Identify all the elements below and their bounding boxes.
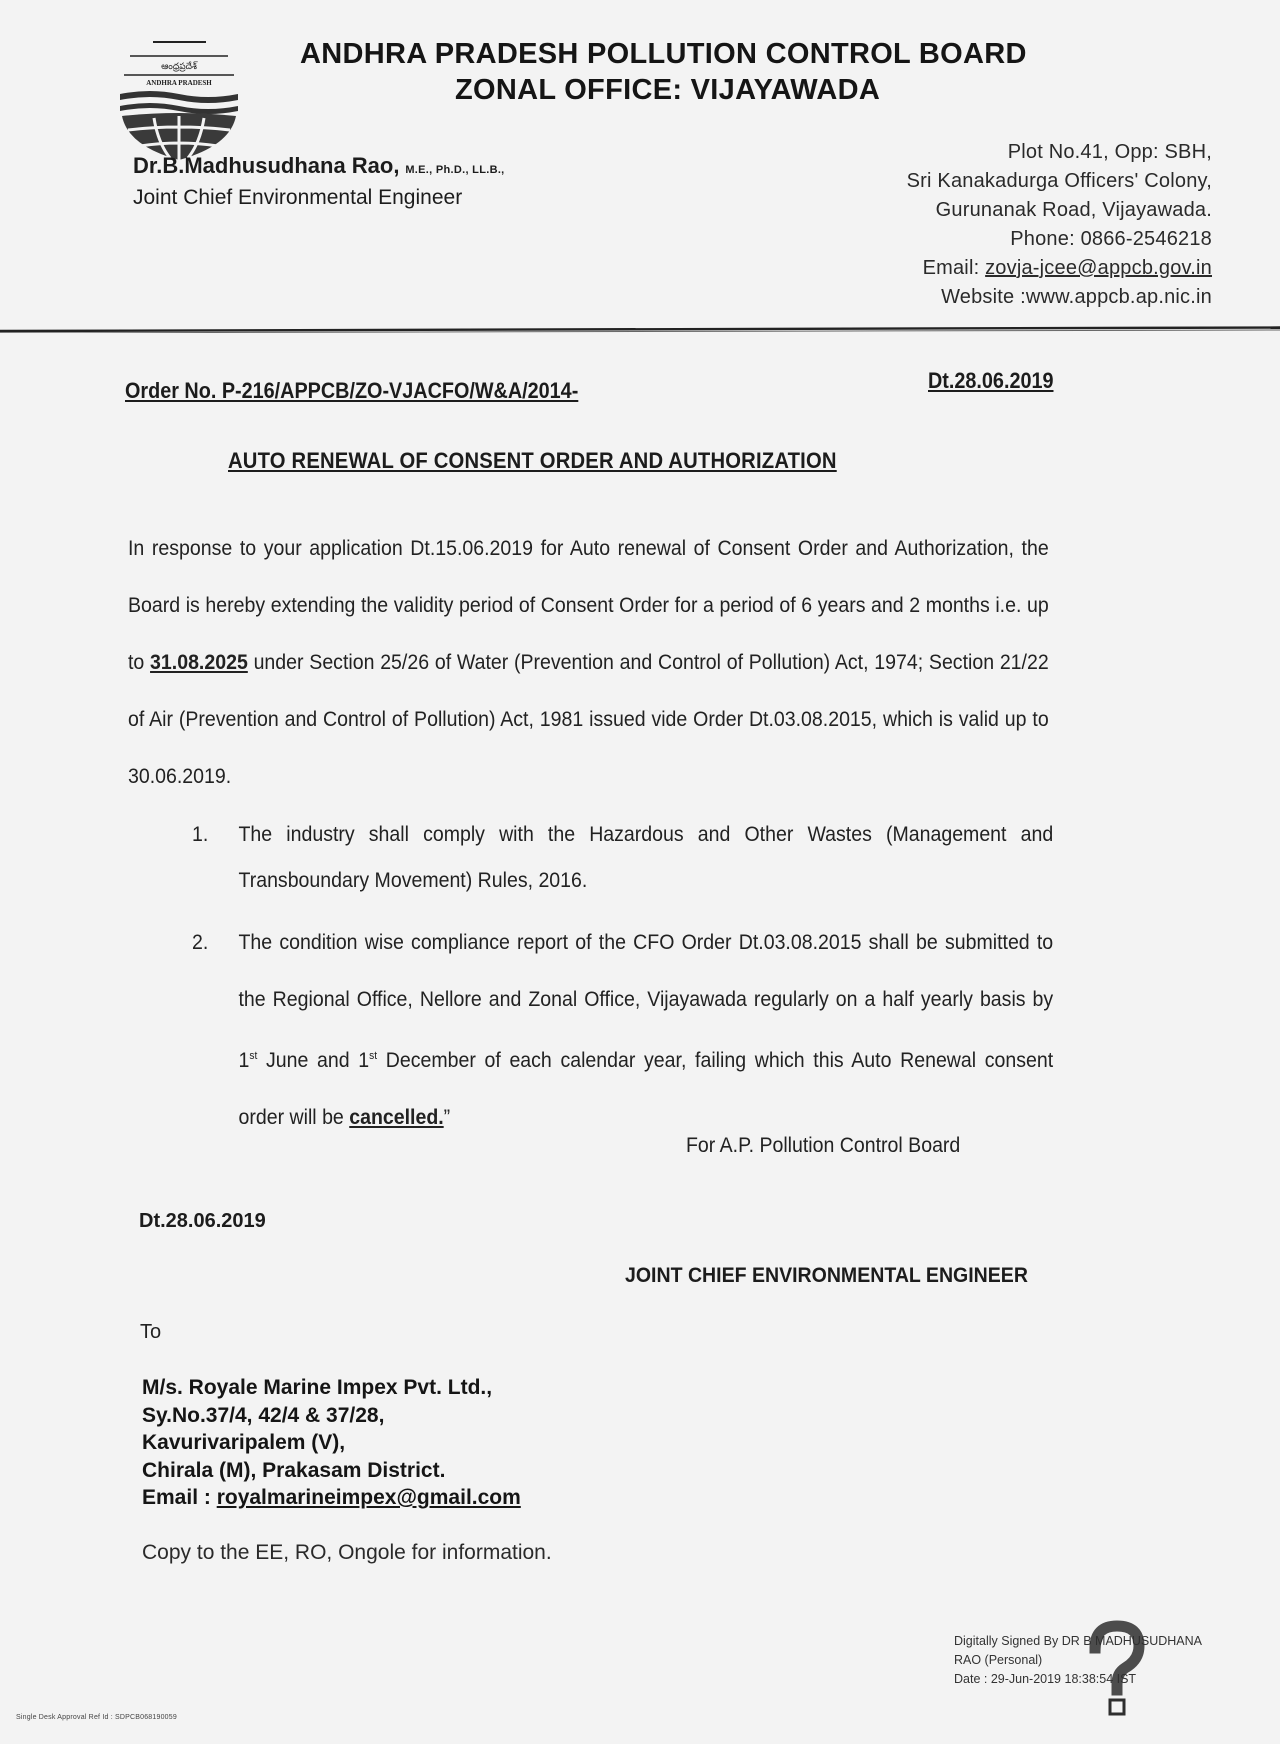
order-date: Dt.28.06.2019: [928, 368, 1054, 393]
digital-signature-line: Digitally Signed By DR B MADHUSUDHANA: [954, 1634, 1202, 1648]
office-website: Website :www.appcb.ap.nic.in: [941, 286, 1212, 308]
recipient-email-row: [142, 1484, 521, 1512]
condition-item: [192, 812, 1053, 904]
recipient-email-label: Email :: [142, 1486, 217, 1509]
digital-signature-date: Date : 29-Jun-2019 18:38:54 IST: [954, 1672, 1137, 1686]
office-email-row: [907, 254, 1212, 283]
condition-text: June and 1: [257, 1049, 370, 1072]
recipient-line: Sy.No.37/4, 42/4 & 37/28,: [142, 1403, 385, 1427]
logo-telugu-text: ఆంధ్రప్రదేశ్: [161, 62, 197, 72]
office-phone: Phone: 0866-2546218: [1010, 228, 1212, 250]
recipient-line: Kavurivaripalem (V),: [142, 1431, 346, 1454]
condition-text: December of each calendar year, failing which this Auto Renewal consent order will be: [238, 1049, 1054, 1129]
appcb-emblem-icon: [118, 38, 240, 163]
condition-text: The industry shall comply with the Hazardous and Other Wastes (Management and Transboundary Movement) Rules, 2016.: [238, 823, 1054, 892]
letterhead-divider: [0, 326, 1280, 333]
cancelled-emphasis: cancelled.: [349, 1106, 444, 1129]
ordinal-suffix: st: [369, 1050, 378, 1062]
logo-text: ANDHRA PRADESH: [146, 79, 212, 87]
ordinal-suffix: st: [249, 1050, 258, 1062]
validity-date: 31.08.2025: [150, 651, 248, 674]
body-paragraph: [128, 520, 1049, 805]
officer-name: Dr.B.Madhusudhana Rao,: [133, 153, 400, 178]
order-number: Order No. P-216/APPCB/ZO-VJACFO/W&A/2014-: [125, 378, 579, 403]
to-label: To: [140, 1321, 162, 1343]
recipient-line: Chirala (M), Prakasam District.: [142, 1458, 446, 1482]
condition-number: 2.: [192, 931, 209, 954]
recipient-line: M/s. Royale Marine Impex Pvt. Ltd.,: [142, 1376, 493, 1399]
document-heading: AUTO RENEWAL OF CONSENT ORDER AND AUTHORIZATION: [228, 448, 837, 473]
officer-title: Joint Chief Environmental Engineer: [133, 186, 463, 209]
condition-text: The condition wise compliance report of the CFO Order Dt.03.08.2015 shall be submitted to the Regional Office, Nellore and Zonal Office, Vijayawada regularly on a half yearly basis by 1: [238, 931, 1054, 1072]
office-email-label: Email:: [922, 257, 986, 279]
address-line: Sri Kanakadurga Officers' Colony,: [906, 170, 1212, 192]
org-title-line1: ANDHRA PRADESH POLLUTION CONTROL BOARD: [300, 38, 1027, 70]
condition-number: 1.: [192, 823, 209, 846]
paragraph-text: under Section 25/26 of Water (Prevention and Control of Pollution) Act, 1974; Section 21/22 of Air (Prevention and Control of Pollution) Act, 1981 issued vide Order Dt.03.08.2015, which is valid up to 30.06.2019.: [128, 651, 1049, 788]
for-board-label: For A.P. Pollution Control Board: [686, 1134, 961, 1157]
copy-to-note: Copy to the EE, RO, Ongole for information.: [142, 1541, 552, 1564]
digital-signature-line: RAO (Personal): [954, 1653, 1043, 1667]
office-address: [907, 138, 1212, 312]
office-email-link[interactable]: zovja-jcee@appcb.gov.in: [985, 257, 1212, 279]
single-desk-reference: Single Desk Approval Ref Id : SDPCB068190059: [16, 1714, 177, 1721]
org-title-line2: ZONAL OFFICE: VIJAYAWADA: [455, 74, 881, 106]
signature-date: Dt.28.06.2019: [139, 1210, 266, 1232]
recipient-address: [142, 1374, 521, 1512]
address-line: Gurunanak Road, Vijayawada.: [935, 199, 1212, 221]
condition-item: [192, 914, 1053, 1146]
digital-signature-block: [954, 1632, 1202, 1689]
recipient-email-link[interactable]: royalmarineimpex@gmail.com: [216, 1486, 521, 1509]
officer-block: [133, 152, 505, 212]
paragraph-text: In response to your application Dt.15.06.2019 for Auto renewal of Consent Order and Authorization, the Board is hereby extending the validity period of Consent Order for a period of 6 years and 2 months i.e. up to: [128, 537, 1049, 674]
address-line: Plot No.41, Opp: SBH,: [1007, 141, 1212, 163]
officer-qualifications: M.E., Ph.D., LL.B.,: [405, 164, 505, 176]
conditions-list: [192, 812, 1053, 1156]
signatory-designation: JOINT CHIEF ENVIRONMENTAL ENGINEER: [625, 1264, 1028, 1287]
closing-quote: ”: [443, 1106, 451, 1129]
signature-unverified-question-icon[interactable]: [1085, 1620, 1145, 1720]
org-title: [300, 36, 1100, 108]
